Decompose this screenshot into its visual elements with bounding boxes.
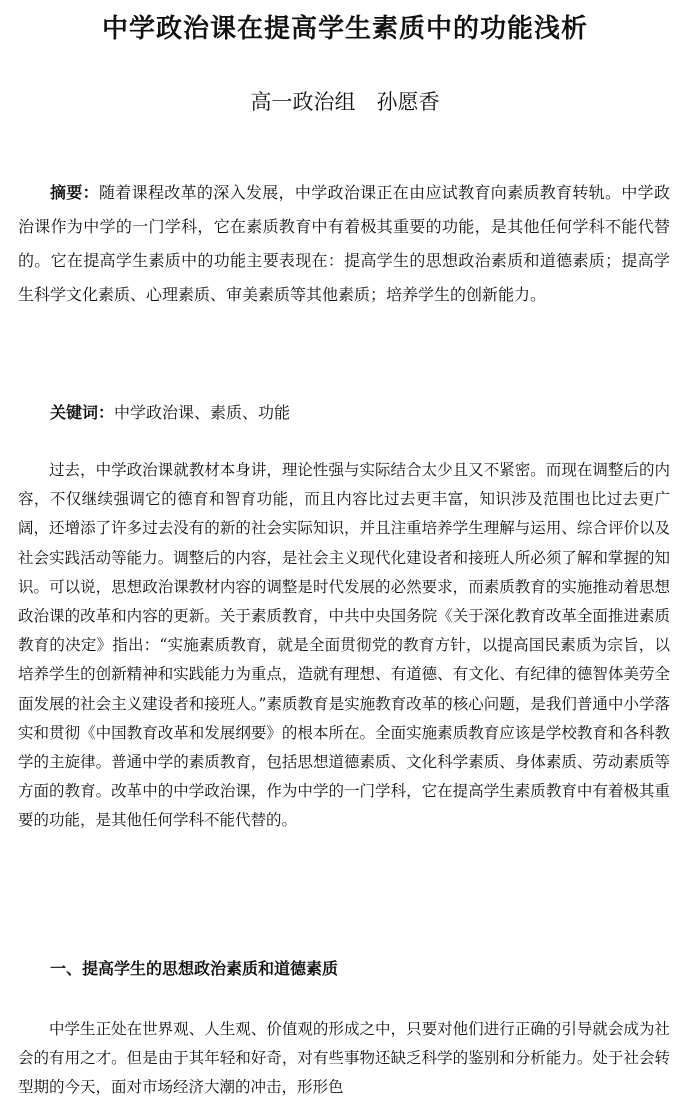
abstract-text: 随着课程改革的深入发展，中学政治课正在由应试教育向素质教育转轨。中学政治课作为中学的一门学科，它在素质教育中有着极其重要的功能，是其他任何学科不能代替的。它在提高学生素质中的功能主要表现在：提高学生的思想政治素质和道德素质；提高学生科学文化素质、心理素质、审美素质等其他素质；培养学生的创新能力。 bbox=[18, 183, 670, 304]
abstract-label: 摘要： bbox=[50, 183, 99, 202]
body-paragraph-2: 中学生正处在世界观、人生观、价值观的形成之中，只要对他们进行正确的引导就会成为社会的有用之才。但是由于其年轻和好奇，对有些事物还缺乏科学的鉴别和分析能力。处于社会转型期的今天，面对市场经济大潮的冲击，形形色 bbox=[18, 1020, 670, 1097]
keywords-line bbox=[18, 396, 670, 430]
body-paragraph-1: 过去，中学政治课就教材本身讲，理论性强与实际结合太少且又不紧密。而现在调整后的内容，不仅继续强调它的德育和智育功能，而且内容比过去更丰富，知识涉及范围也比过去更广阔，还增添了许多过去没有的新的社会实际知识，并且注重培养学生理解与运用、综合评价以及社会实践活动等能力。调整后的内容，是社会主义现代化建设者和接班人所必须了解和掌握的知识。可以说，思想政治课教材内容的调整是时代发展的必然要求，而素质教育的实施推动着思想政治课的改革和内容的更新。关于素质教育，中共中央国务院《关于深化教育改革全面推进素质教育的决定》指出：“实施素质教育，就是全面贯彻党的教育方针，以提高国民素质为宗旨，以培养学生的创新精神和实践能力为重点，造就有理想、有道德、有文化、有纪律的德智体美劳全面发展的社会主义建设者和接班人。”素质教育是实施教育改革的核心问题，是我们普通中小学落实和贯彻《中国教育改革和发展纲要》的根本所在。全面实施素质教育应该是学校教育和各科教学的主旋律。普通中学的素质教育，包括思想道德素质、文化科学素质、身体素质、劳动素质等方面的教育。改革中的中学政治课，作为中学的一门学科，它在提高学生素质教育中有着极其重要的功能，是其他任何学科不能代替的。 bbox=[18, 461, 670, 830]
abstract-paragraph bbox=[18, 176, 670, 312]
author-line: 高一政治组 孙愿香 bbox=[250, 90, 440, 114]
section-heading-1: 一、提高学生的思想政治素质和道德素质 bbox=[50, 959, 339, 978]
document-title: 中学政治课在提高学生素质中的功能浅析 bbox=[101, 14, 588, 44]
keywords-label: 关键词： bbox=[50, 403, 115, 422]
keywords-text: 中学政治课、素质、功能 bbox=[114, 403, 291, 422]
